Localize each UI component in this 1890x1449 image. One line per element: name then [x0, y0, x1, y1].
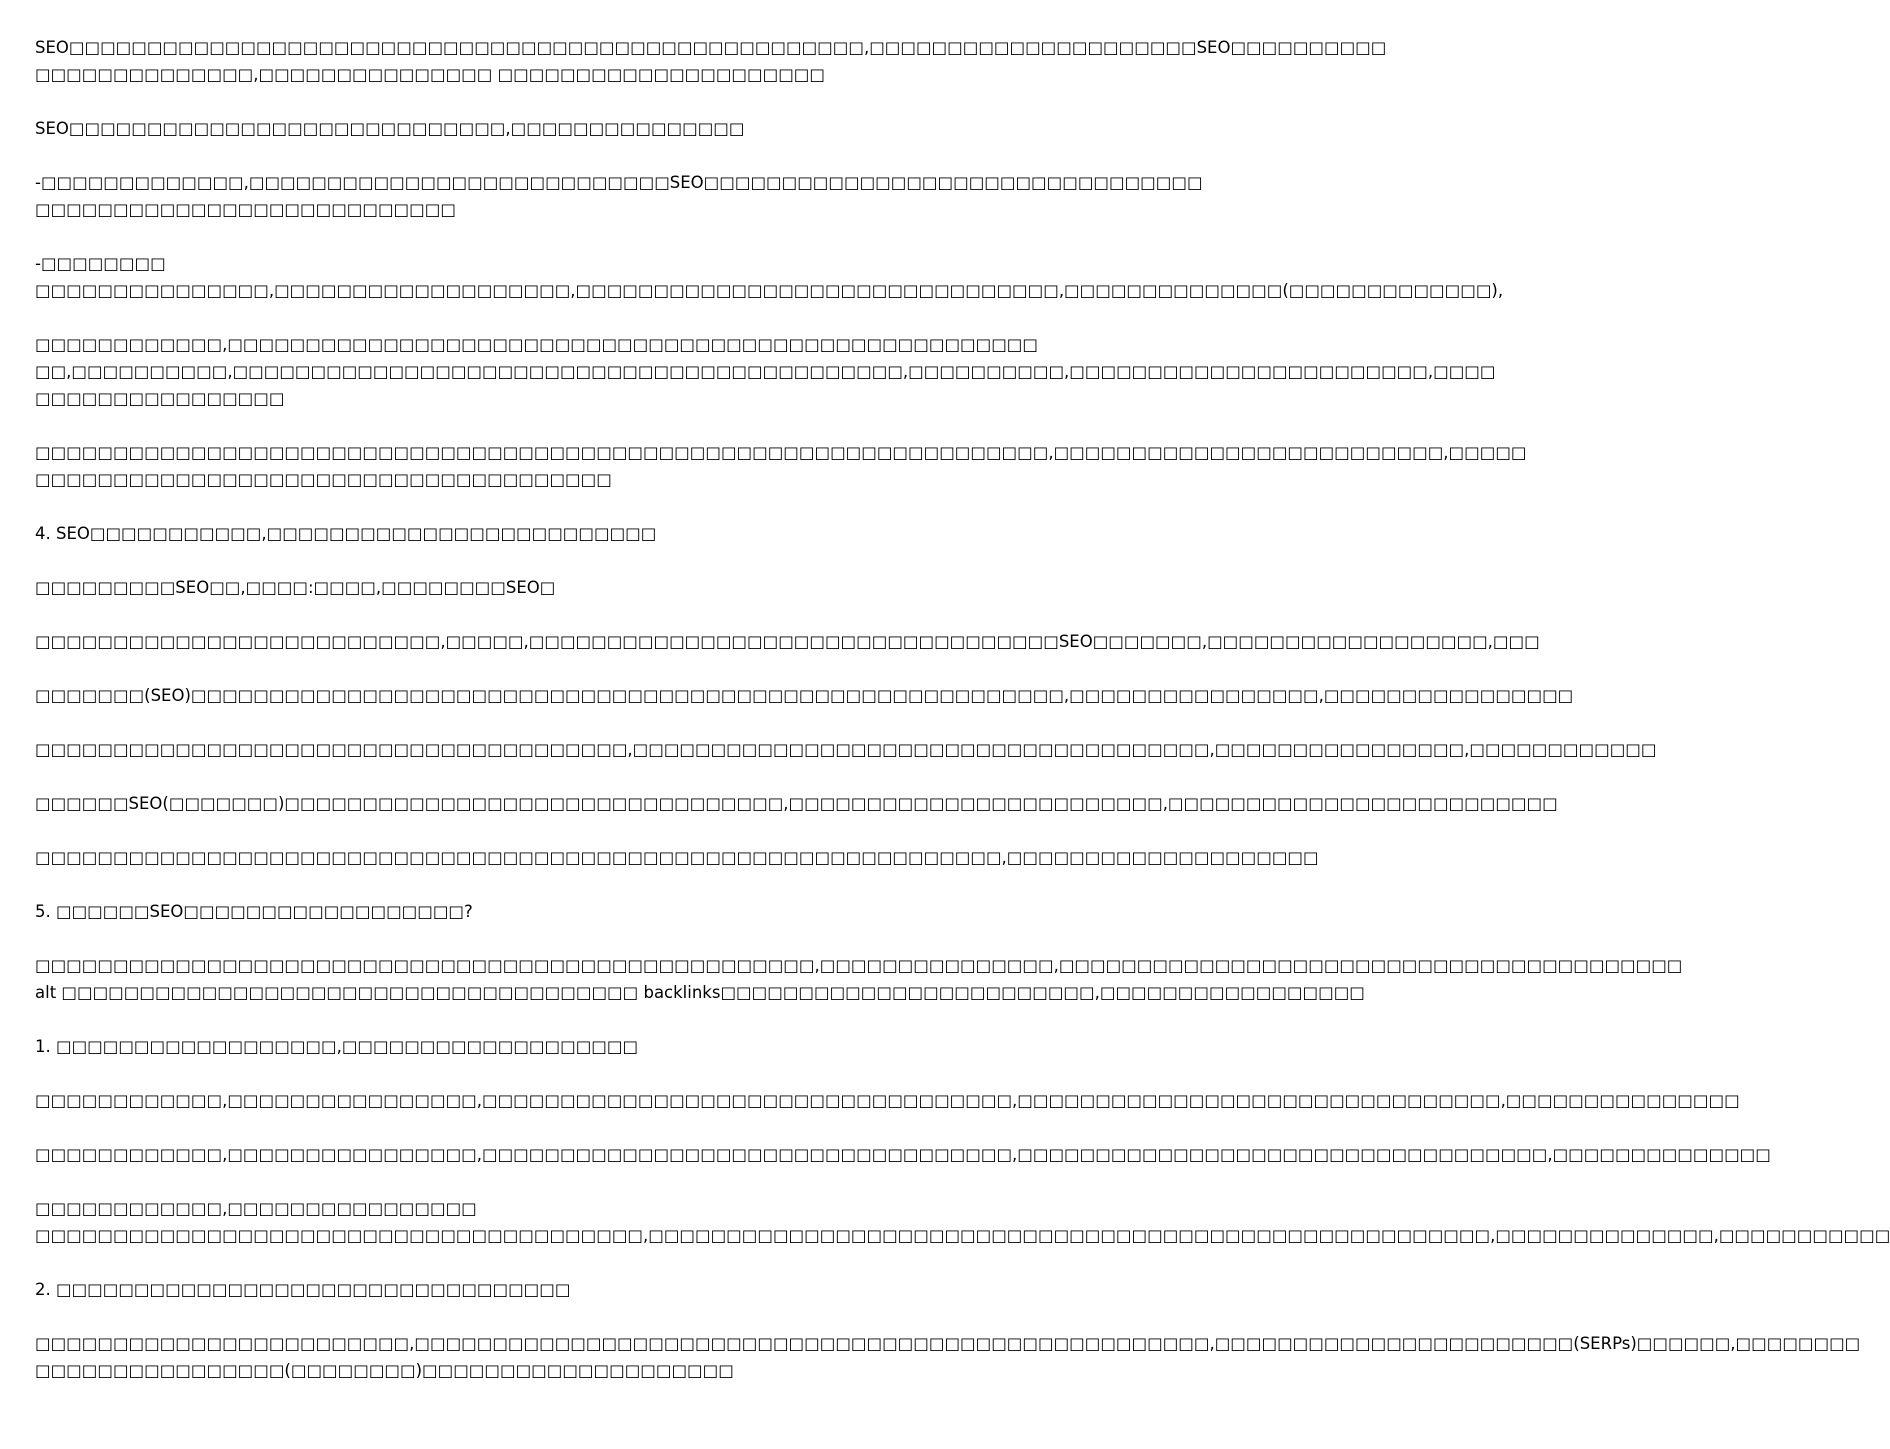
document-body: [35, 34, 1890, 1411]
paragraph: [35, 736, 1657, 763]
text-line: □□□□□□□□□□□□□□□□□□□□□□□□□□,□□□□□,□□□□□□□□□□□□□□□□□□□□□□□□□□□□□□□□□□SEO□□□□□□□,□□□□□□□□□□□□□□□□□□,□□□: [35, 632, 1540, 651]
paragraph: [35, 1276, 990, 1303]
text-line: □□□□□□□□□SEO□□,□□□□:□□□□,□□□□□□□□SEO□: [35, 578, 556, 597]
text-line: alt □□□□□□□□□□□□□□□□□□□□□□□□□□□□□□□□□□□□□ backlinks□□□□□□□□□□□□□□□□□□□□□□□□,□□□□□□□□□□□□□□□□□: [35, 983, 1365, 1002]
text-line: □□□□□□□□□□□□□□□□: [35, 389, 285, 408]
text-line: -□□□□□□□□: [35, 254, 166, 273]
text-line: □□□□□□□□□□□□□□□□□□□□□□□□□□□□□□□□□□□□□□□,□□□□□□□□□□□□□□□□□□□□□□□□□□□□□□□□□□□□□□□□□□□□□□□□□□□□□□,□□□□□□□□□□□□□□,□□□□□□□□□□□: [35, 1226, 1890, 1245]
text-line: SEO□□□□□□□□□□□□□□□□□□□□□□□□□□□□,□□□□□□□□□□□□□□□: [35, 119, 745, 138]
text-line: □□□□□□□□□□□□□□□□□□□□□□□□□□□□□□□□□□□□□: [35, 470, 612, 489]
text-line: □□□□□□SEO(□□□□□□□)□□□□□□□□□□□□□□□□□□□□□□□□□□□□□□□□,□□□□□□□□□□□□□□□□□□□□□□□□,□□□□□□□□□□□□□□□□□□□□□□□□□: [35, 794, 1558, 813]
text-line: □□□□□□□□□□□□□□□□□□□□□□□□□□□□□□□□□□□□□□□□□□□□□□□□□□□□□□□□□□□□□□,□□□□□□□□□□□□□□□□□□□□: [35, 848, 1319, 867]
paragraph: [35, 628, 1540, 655]
paragraph: [35, 439, 1527, 493]
paragraph: [35, 331, 1496, 412]
text-line: 1. □□□□□□□□□□□□□□□□□□,□□□□□□□□□□□□□□□□□□□: [35, 1037, 639, 1056]
text-line: □□□□□□□□□□□□□□□□□□□□□□□□,□□□□□□□□□□□□□□□□□□□□□□□□□□□□□□□□□□□□□□□□□□□□□□□□□□□,□□□□□□□□□□□□□□□□□□□□□□□(SERPs)□□□□□□,□□□□□□□□: [35, 1334, 1861, 1353]
paragraph: [35, 115, 990, 142]
paragraph: [35, 682, 1574, 709]
text-line: □□□□□□□□□□□□,□□□□□□□□□□□□□□□□: [35, 1199, 477, 1218]
text-line: □□□□□□□□□□□□,□□□□□□□□□□□□□□□□,□□□□□□□□□□□□□□□□□□□□□□□□□□□□□□□□□□,□□□□□□□□□□□□□□□□□□□□□□□□□□□□□□□,□□□□□□□□□□□□□□□: [35, 1091, 1740, 1110]
text-line: □□,□□□□□□□□□□,□□□□□□□□□□□□□□□□□□□□□□□□□□□□□□□□□□□□□□□□□□□,□□□□□□□□□□,□□□□□□□□□□□□□□□□□□□□□□□,□□□□: [35, 362, 1496, 381]
paragraph: [35, 34, 1387, 88]
text-line: -□□□□□□□□□□□□□,□□□□□□□□□□□□□□□□□□□□□□□□□□□SEO□□□□□□□□□□□□□□□□□□□□□□□□□□□□□□□□: [35, 173, 1203, 192]
paragraph: [35, 844, 1319, 871]
paragraph: [35, 952, 1683, 1006]
paragraph: [35, 790, 1558, 817]
text-line: □□□□□□□□□□□□□□,□□□□□□□□□□□□□□□ □□□□□□□□□□□□□□□□□□□□□: [35, 65, 825, 84]
text-line: □□□□□□□□□□□□,□□□□□□□□□□□□□□□□□□□□□□□□□□□□□□□□□□□□□□□□□□□□□□□□□□□□: [35, 335, 1038, 354]
paragraph: [35, 1330, 1861, 1384]
text-line: □□□□□□□□□□□□□□□□□□□□□□□□□□□□□□□□□□□□□□□□□□□□□□□□□□,□□□□□□□□□□□□□□□,□□□□□□□□□□□□□□□□□□□□□□□□□□□□□□□□□□□□□□□□: [35, 956, 1683, 975]
text-line: 4. SEO□□□□□□□□□□□,□□□□□□□□□□□□□□□□□□□□□□□□□: [35, 524, 657, 543]
text-line: □□□□□□□□□□□□□□□□□□□□□□□□□□□: [35, 200, 456, 219]
text-line: □□□□□□□□□□□□,□□□□□□□□□□□□□□□□,□□□□□□□□□□□□□□□□□□□□□□□□□□□□□□□□□□,□□□□□□□□□□□□□□□□□□□□□□□□□□□□□□□□□□,□□□□□□□□□□□□□□: [35, 1145, 1771, 1164]
paragraph: [35, 250, 1504, 304]
paragraph: [35, 1195, 1890, 1249]
paragraph: [35, 1033, 990, 1060]
paragraph: [35, 898, 990, 925]
text-line: SEO□□□□□□□□□□□□□□□□□□□□□□□□□□□□□□□□□□□□□□□□□□□□□□□□□□□,□□□□□□□□□□□□□□□□□□□□□SEO□□□□□□□□□□: [35, 38, 1387, 57]
paragraph: [35, 169, 1203, 223]
paragraph: [35, 1087, 1740, 1114]
text-line: □□□□□□□□□□□□□□□□(□□□□□□□□)□□□□□□□□□□□□□□□□□□□□: [35, 1361, 734, 1380]
paragraph: [35, 574, 990, 601]
text-line: 5. □□□□□□SEO□□□□□□□□□□□□□□□□□□?: [35, 902, 473, 921]
text-line: □□□□□□□(SEO)□□□□□□□□□□□□□□□□□□□□□□□□□□□□□□□□□□□□□□□□□□□□□□□□□□□□□□□□,□□□□□□□□□□□□□□□□,□□□□□□□□□□□□□□□□: [35, 686, 1574, 705]
paragraph: [35, 520, 990, 547]
text-line: □□□□□□□□□□□□□□□□□□□□□□□□□□□□□□□□□□□□□□□□□□□□□□□□□□□□□□□□□□□□□□□□□,□□□□□□□□□□□□□□□□□□□□□□□□□,□□□□□: [35, 443, 1527, 462]
text-line: 2. □□□□□□□□□□□□□□□□□□□□□□□□□□□□□□□□□: [35, 1280, 571, 1299]
text-line: □□□□□□□□□□□□□□□,□□□□□□□□□□□□□□□□□□□,□□□□□□□□□□□□□□□□□□□□□□□□□□□□□□□,□□□□□□□□□□□□□□(□□□□□□□□□□□□□),: [35, 281, 1504, 300]
paragraph: [35, 1141, 1771, 1168]
text-line: □□□□□□□□□□□□□□□□□□□□□□□□□□□□□□□□□□□□□□,□□□□□□□□□□□□□□□□□□□□□□□□□□□□□□□□□□□□□,□□□□□□□□□□□□□□□□,□□□□□□□□□□□□: [35, 740, 1657, 759]
